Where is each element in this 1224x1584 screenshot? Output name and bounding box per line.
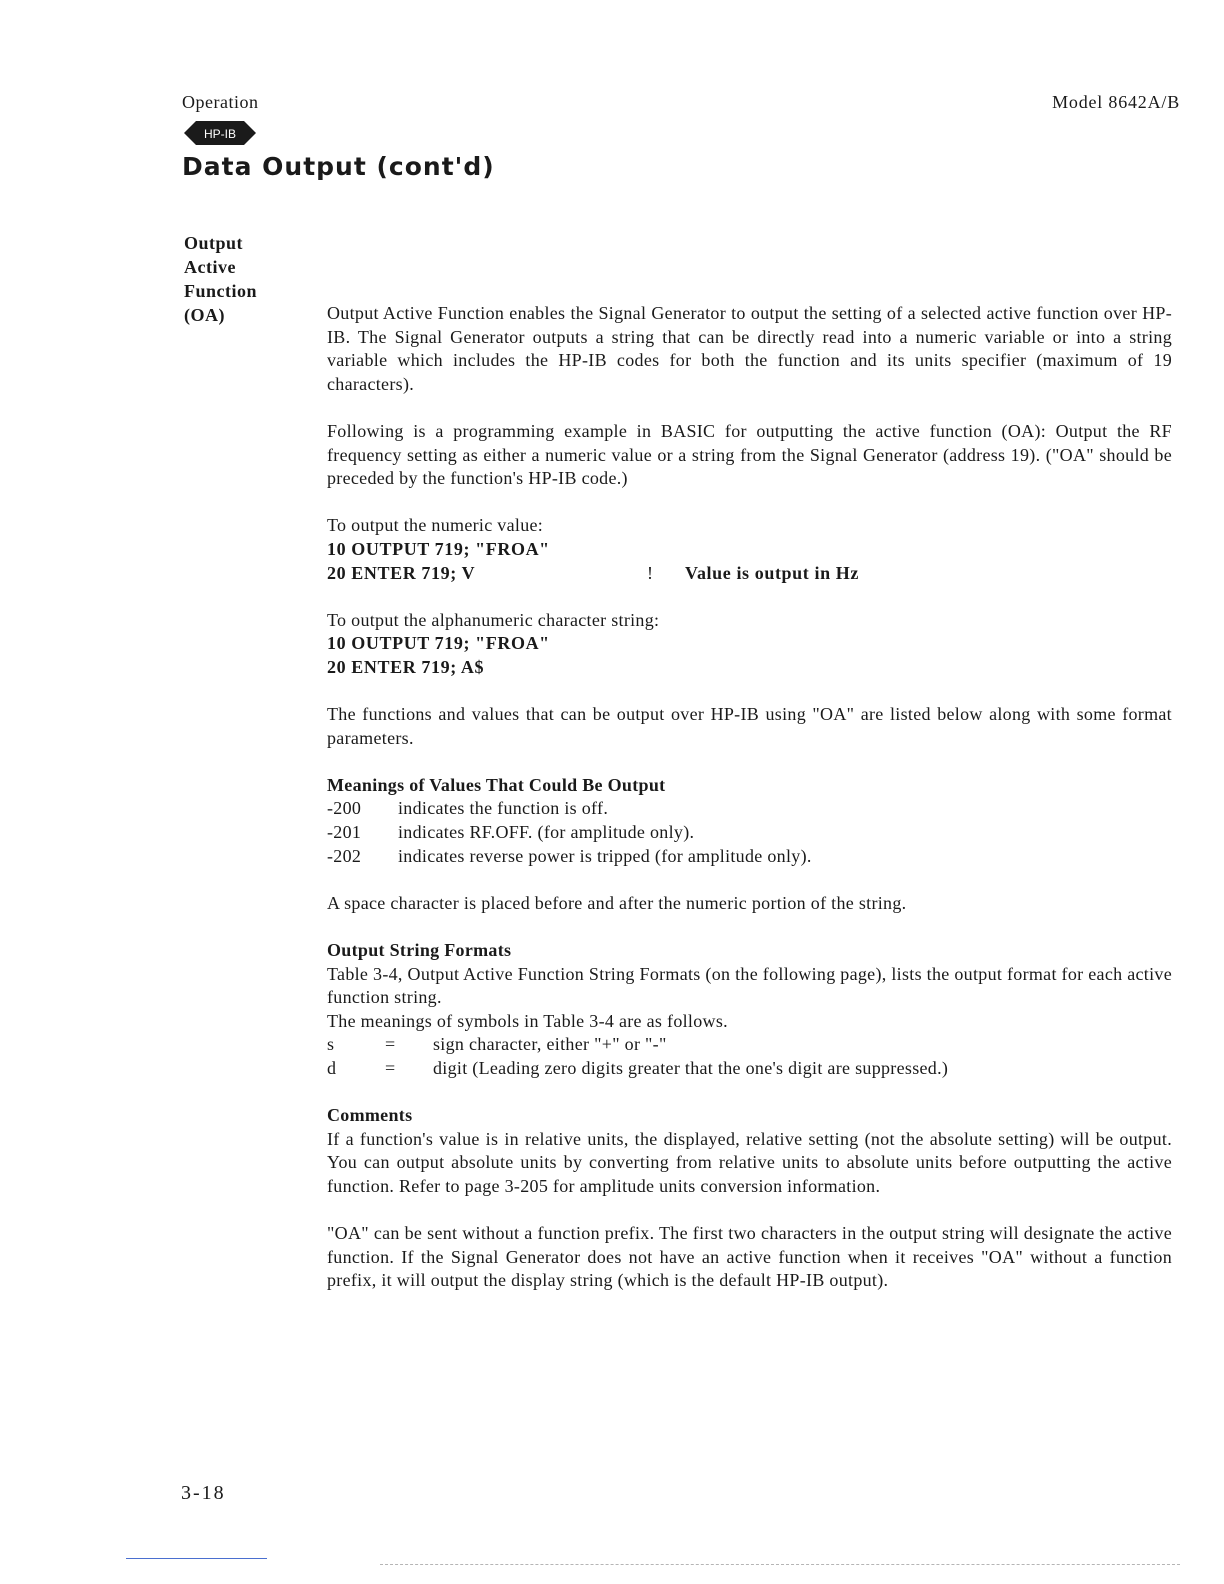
side-heading-line: Output xyxy=(184,233,244,253)
side-heading-line: Active xyxy=(184,257,236,277)
code-line-with-comment xyxy=(327,562,1172,586)
symbol-desc: digit (Leading zero digits greater that the one's digit are suppressed.) xyxy=(433,1058,949,1078)
body-column xyxy=(327,302,1172,1317)
meaning-text: indicates RF.OFF. (for amplitude only). xyxy=(398,822,695,843)
code-line: 20 ENTER 719; V xyxy=(327,562,476,583)
formats-heading: Output String Formats xyxy=(327,940,512,961)
code-line: 20 ENTER 719; A$ xyxy=(327,656,485,677)
meaning-text: indicates reverse power is tripped (for amplitude only). xyxy=(398,845,812,866)
running-header-section: Operation xyxy=(182,92,259,112)
functions-paragraph: The functions and values that can be output over HP-IB using "OA" are listed below along with some format parameters. xyxy=(327,704,1172,748)
comments-section xyxy=(327,1104,1172,1198)
meaning-item xyxy=(327,797,1172,821)
comment-mark: ! xyxy=(647,562,654,583)
formats-section xyxy=(327,939,1172,1081)
meaning-code: -201 xyxy=(327,822,362,843)
meanings-heading: Meanings of Values That Could Be Output xyxy=(327,774,666,795)
code-line: 10 OUTPUT 719; "FROA" xyxy=(327,538,550,559)
symbol-row xyxy=(327,1057,1172,1081)
page-title: Data Output (cont'd) xyxy=(182,152,495,181)
footer-rule xyxy=(126,1558,267,1559)
footer-divider xyxy=(380,1564,1180,1565)
side-heading-line: Function xyxy=(184,281,258,301)
side-heading xyxy=(184,231,257,327)
badge-label: HP-IB xyxy=(203,127,237,141)
numeric-example xyxy=(327,514,1172,585)
symbol-desc: sign character, either "+" or "-" xyxy=(433,1034,667,1055)
oa-prefix-paragraph: "OA" can be sent without a function prefix. The first two characters in the output string will designate the active function. If the Signal Generator does not have an active function when it receives "OA" without a function prefix, it will output the display string (which is the default HP-IB output). xyxy=(327,1223,1172,1291)
symbol-key: s xyxy=(327,1034,335,1055)
comments-heading: Comments xyxy=(327,1105,413,1126)
string-example-intro: To output the alphanumeric character string: xyxy=(327,609,660,630)
formats-text: Table 3-4, Output Active Function String Formats (on the following page), lists the output format for each active function string. xyxy=(327,963,1172,1008)
string-example xyxy=(327,609,1172,680)
symbol-equals: = xyxy=(385,1058,396,1078)
meaning-item xyxy=(327,821,1172,845)
running-header-model: Model 8642A/B xyxy=(1052,92,1180,112)
space-character-note: A space character is placed before and after the numeric portion of the string. xyxy=(327,892,907,913)
symbol-row xyxy=(327,1033,1172,1057)
example-paragraph: Following is a programming example in BASIC for outputting the active function (OA): Output the RF frequency setting as either a numeric value or a string from the Signal Generator (address 19). ("OA" should be preceded by the function's HP-IB code.) xyxy=(327,420,1172,489)
side-heading-line: (OA) xyxy=(184,305,225,325)
intro-paragraph: Output Active Function enables the Signal Generator to output the setting of a selected active function over HP-IB. The Signal Generator outputs a string that can be directly read into a numeric variable or into a string variable which includes the HP-IB codes for both the function and its units specifier (maximum of 19 characters). xyxy=(327,303,1172,394)
formats-symbols-intro: The meanings of symbols in Table 3-4 are as follows. xyxy=(327,1010,728,1031)
meanings-section xyxy=(327,774,1172,868)
code-comment: Value is output in Hz xyxy=(685,562,859,583)
comments-text: If a function's value is in relative units, the displayed, relative setting (not the absolute setting) will be output. You can output absolute units by converting from relative units to absolute units before outputting the active function. Refer to page 3-205 for amplitude units conversion information. xyxy=(327,1128,1172,1196)
page-number: 3-18 xyxy=(181,1482,226,1504)
symbol-key: d xyxy=(327,1058,337,1078)
numeric-example-intro: To output the numeric value: xyxy=(327,515,544,536)
code-line: 10 OUTPUT 719; "FROA" xyxy=(327,633,550,654)
meaning-code: -202 xyxy=(327,845,362,866)
meaning-item xyxy=(327,845,1172,869)
hp-ib-badge-icon xyxy=(184,120,256,146)
meaning-text: indicates the function is off. xyxy=(398,798,609,819)
symbol-equals: = xyxy=(385,1034,396,1055)
meaning-code: -200 xyxy=(327,798,362,819)
